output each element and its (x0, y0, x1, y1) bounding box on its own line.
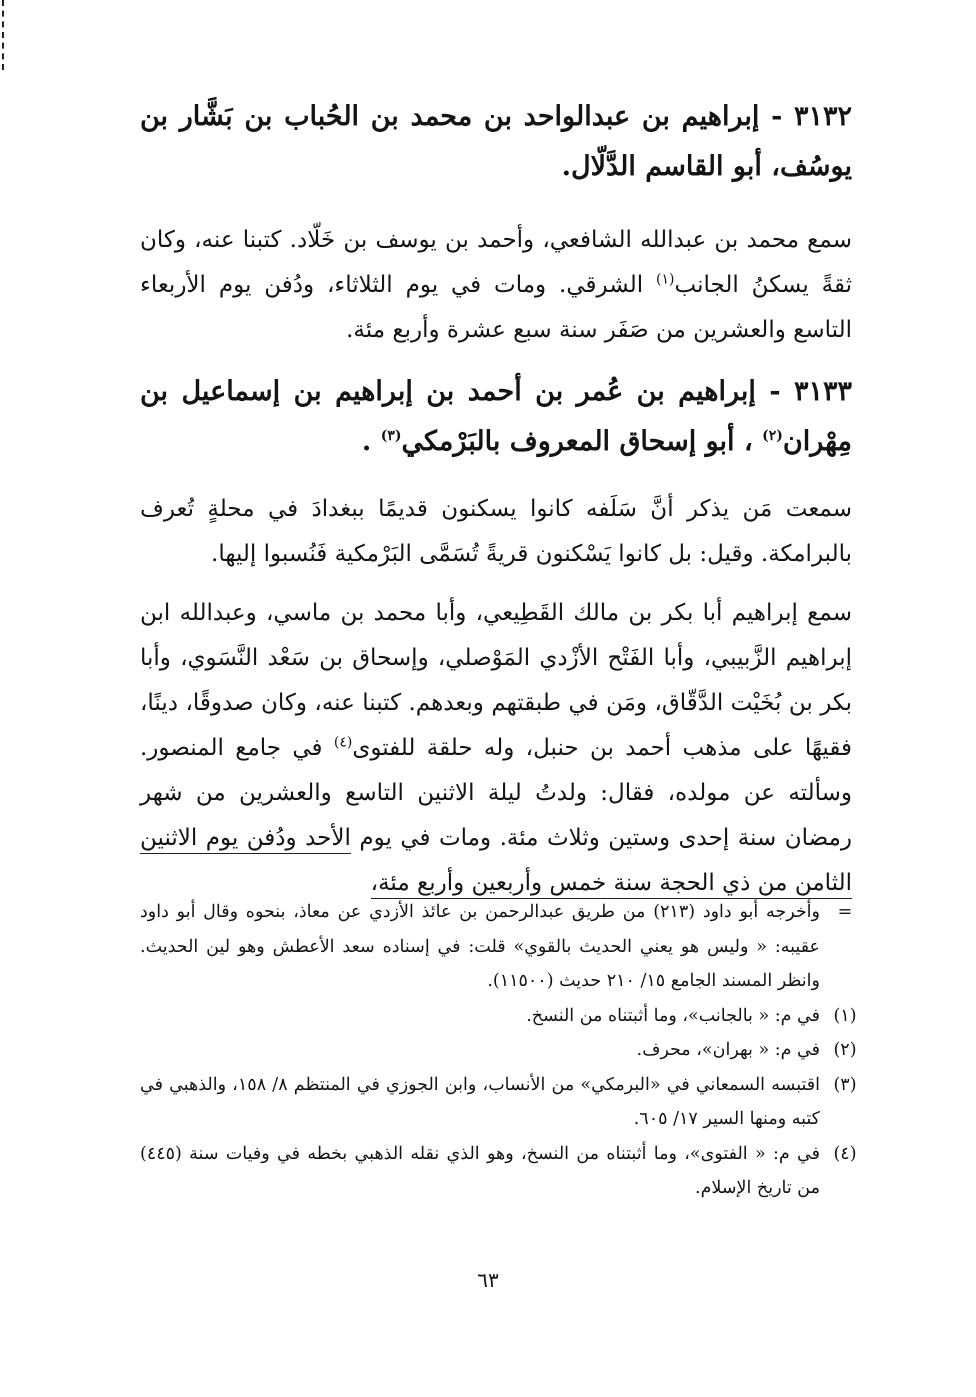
footnote-continuation (140, 895, 870, 999)
entry-heading-3133-text: ، أبو إسحاق المعروف بالبَرْمكي (401, 426, 763, 457)
footnote-3 (140, 1068, 870, 1137)
footnote-marker-3[interactable]: (٣) (380, 428, 402, 444)
footnote-text: في م: « الفتوى»، وما أثبتناه من النسخ، وهو الذي نقله الذهبي بخطه في وفيات سنة (٤٤٥) من تاريخ الإسلام. (140, 1143, 820, 1198)
body-text: في جامع المنصور. وسألته عن مولده، فقال: ولدتُ ليلة الاثنين التاسع والعشرين من شهر رمضان سنة إحدى وستين وثلاث مئة. ومات في يوم (140, 735, 852, 851)
footnote-number: (٢) (833, 1040, 857, 1060)
page-edge-mark (2, 0, 6, 70)
footnote-marker-4[interactable]: (٤) (333, 734, 353, 751)
footnote-2 (140, 1033, 870, 1068)
entry-body-3133-para2 (140, 591, 852, 906)
underlined-text: الأحد ودُفن يوم الاثنين الثامن من ذي الحجة سنة خمس وأربعين وأربع مئة، (140, 825, 852, 899)
footnote-number: (٤) (833, 1143, 857, 1164)
footnote-number: (١) (833, 1005, 857, 1026)
page-number: ٦٣ (477, 1268, 499, 1292)
body-text: سمع إبراهيم أبا بكر بن مالك القَطِيعي، وأبا محمد بن ماسي، وعبدالله ابن إبراهيم الزَّبيبي، وأبا الفَتْح الأزْدي المَوْصلي، وإسحاق بن سَعْد النَّسَوي، وأبا بكر بن بُخَيْت الدَّقّاق، ومَن في طبقتهم وبعدهم. كتبنا عنه، وكان صدوقًا، دينًا، فقيهًا على مذهب أحمد بن حنبل، وله حلقة للفتوى (140, 600, 853, 761)
body-text: الشرقي. ومات في يوم الثلاثاء، ودُفن يوم الأربعاء التاسع والعشرين من صَفَر سنة سبع عشرة وأربع مئة. (140, 272, 852, 343)
footnote-text: في م: « بهران»، محرف. (636, 1040, 820, 1060)
footnote-number: (٣) (833, 1074, 857, 1095)
entry-heading-3133-text: ٣١٣٣ - إبراهيم بن عُمر بن أحمد بن إبراهيم بن إسماعيل بن مِهْران (140, 376, 852, 457)
entry-heading-3132-text: ٣١٣٢ - إبراهيم بن عبدالواحد بن محمد بن الحُباب بن بَشَّار بن يوسُف، أبو القاسم الدَّلّال. (140, 101, 852, 182)
entry-heading-3133-text: . (361, 426, 381, 457)
footnote-1 (140, 999, 870, 1034)
main-text (140, 92, 852, 912)
footnotes (140, 895, 870, 1206)
footnote-marker-1[interactable]: (١) (656, 271, 675, 288)
footnote-text: في م: « بالجانب»، وما أثبتناه من النسخ. (526, 1005, 820, 1026)
entry-body-3133-para1: سمعت مَن يذكر أنَّ سَلَفه كانوا يسكنون قديمًا ببغدادَ في محلةٍ تُعرف بالبرامكة. وقيل: بل كانوا يَسْكنون قريةً تُسَمَّى البَرْمكية فَنُسبوا إليها. (140, 496, 852, 567)
footnote-continuation-text: وأخرجه أبو داود (٢١٣) من طريق عبدالرحمن بن عائذ الأزدي عن معاذ، بنحوه وقال أبو داود عقيبه: « وليس هو يعني الحديث بالقوي» قلت: في إسناده سعد الأعطش وهو لين الحديث. وانظر المسند الجامع ١٥/ ٢١٠ حديث (١١٥٠٠). (140, 902, 820, 991)
body-text: سمع محمد بن عبدالله الشافعي، وأحمد بن يوسف بن خَلّاد. كتبنا عنه، وكان ثقةً يسكنُ الجانب (140, 227, 853, 298)
footnote-marker-2[interactable]: (٢) (762, 428, 783, 444)
entry-heading-3133 (140, 367, 852, 467)
footnote-text: اقتبسه السمعاني في «البرمكي» من الأنساب، وابن الجوزي في المنتظم ٨/ ١٥٨، والذهبي في كتبه ومنها السير ١٧/ ٦٠٥. (140, 1074, 821, 1129)
entry-body-3132 (140, 218, 852, 353)
entry-heading-3132 (140, 92, 852, 192)
continuation-mark: = (837, 902, 853, 922)
footnote-4 (140, 1137, 870, 1206)
